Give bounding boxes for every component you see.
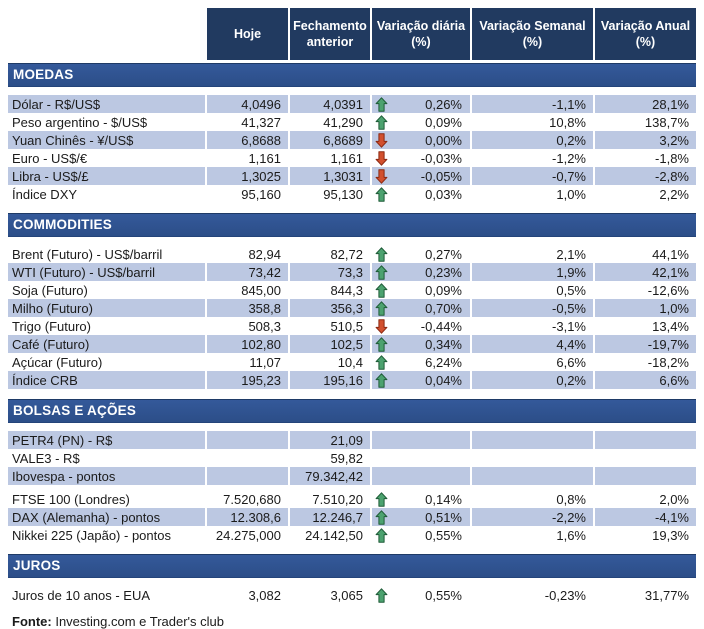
- annual-variation-cell: [593, 431, 696, 449]
- up-arrow-icon: [375, 265, 388, 280]
- annual-variation-cell: -18,2%: [647, 354, 689, 370]
- up-arrow-icon: [375, 337, 388, 352]
- daily-variation-cell: [370, 371, 470, 389]
- row-label: Índice CRB: [8, 371, 205, 389]
- table-row: [8, 431, 696, 449]
- row-label: Brent (Futuro) - US$/barril: [12, 246, 163, 262]
- daily-variation-cell: [370, 353, 470, 371]
- annual-variation-cell: 44,1%: [652, 246, 689, 262]
- annual-variation-cell: -4,1%: [593, 508, 696, 526]
- today-cell: 195,23: [205, 371, 288, 389]
- annual-variation-cell: 13,4%: [652, 318, 689, 334]
- daily-variation-value: 0,55%: [425, 527, 462, 543]
- daily-variation-value: 0,09%: [425, 282, 462, 298]
- table-row: [8, 113, 696, 131]
- up-arrow-icon: [375, 588, 388, 603]
- daily-variation-cell: [370, 167, 470, 185]
- previous-close-cell: 79.342,42: [288, 467, 370, 485]
- weekly-variation-cell: -0,5%: [470, 299, 593, 317]
- section-rows: [8, 245, 696, 389]
- column-header: Variação Semanal (%): [470, 8, 593, 60]
- table-body: [8, 63, 696, 604]
- row-label: Libra - US$/£: [8, 167, 205, 185]
- today-cell: 3,082: [248, 587, 281, 603]
- today-cell: 845,00: [241, 282, 281, 298]
- previous-close-cell: 21,09: [288, 431, 370, 449]
- previous-close-cell: 844,3: [330, 282, 363, 298]
- up-arrow-icon: [375, 283, 388, 298]
- up-arrow-icon: [375, 355, 388, 370]
- today-cell: [205, 449, 288, 467]
- daily-variation-cell: [370, 281, 470, 299]
- weekly-variation-cell: 0,2%: [470, 131, 593, 149]
- annual-variation-cell: 3,2%: [593, 131, 696, 149]
- daily-variation-cell: [370, 490, 470, 508]
- row-label: WTI (Futuro) - US$/barril: [8, 263, 205, 281]
- annual-variation-cell: -1,8%: [655, 150, 689, 166]
- table-row: [8, 449, 696, 467]
- today-cell: 82,94: [248, 246, 281, 262]
- table-row: [8, 167, 696, 185]
- weekly-variation-cell: -0,23%: [544, 587, 586, 603]
- section: [8, 63, 696, 203]
- previous-close-cell: 102,5: [288, 335, 370, 353]
- up-arrow-icon: [375, 373, 388, 388]
- up-arrow-icon: [375, 247, 388, 262]
- weekly-variation-cell: 0,5%: [556, 282, 586, 298]
- row-label: Café (Futuro): [8, 335, 205, 353]
- daily-variation-cell: [370, 467, 470, 485]
- weekly-variation-cell: 10,8%: [549, 114, 586, 130]
- section-header: MOEDAS: [8, 63, 696, 87]
- previous-close-cell: 73,3: [288, 263, 370, 281]
- weekly-variation-cell: [470, 449, 593, 467]
- section-rows: [8, 586, 696, 604]
- row-label: Juros de 10 anos - EUA: [12, 587, 151, 603]
- daily-variation-value: -0,05%: [420, 168, 462, 184]
- up-arrow-icon: [375, 115, 388, 130]
- source-label: Fonte:: [12, 614, 52, 629]
- source-text: Investing.com e Trader's club: [51, 614, 225, 629]
- weekly-variation-cell: 0,8%: [556, 491, 586, 507]
- annual-variation-cell: 1,0%: [593, 299, 696, 317]
- previous-close-cell: 1,161: [330, 150, 363, 166]
- table-row: [8, 95, 696, 113]
- annual-variation-cell: 19,3%: [652, 527, 689, 543]
- weekly-variation-cell: 1,9%: [470, 263, 593, 281]
- annual-variation-cell: -19,7%: [593, 335, 696, 353]
- row-label: Dólar - R$/US$: [8, 95, 205, 113]
- today-cell: 6,8688: [205, 131, 288, 149]
- table-row: [8, 335, 696, 353]
- daily-variation-value: 0,23%: [425, 264, 462, 280]
- weekly-variation-cell: 1,0%: [556, 186, 586, 202]
- table-row: [8, 467, 696, 485]
- table-row: [8, 526, 696, 544]
- annual-variation-cell: 2,0%: [659, 491, 689, 507]
- row-label: Soja (Futuro): [12, 282, 88, 298]
- daily-variation-value: 0,70%: [425, 300, 462, 316]
- annual-variation-cell: [593, 449, 696, 467]
- table-row: [8, 131, 696, 149]
- today-cell: 4,0496: [205, 95, 288, 113]
- daily-variation-cell: [370, 113, 470, 131]
- weekly-variation-cell: -2,2%: [470, 508, 593, 526]
- today-cell: [205, 467, 288, 485]
- annual-variation-cell: 138,7%: [644, 114, 689, 130]
- annual-variation-cell: -2,8%: [593, 167, 696, 185]
- previous-close-cell: 82,72: [330, 246, 363, 262]
- down-arrow-icon: [375, 151, 388, 166]
- today-cell: 1,161: [248, 150, 281, 166]
- row-label: Nikkei 225 (Japão) - pontos: [12, 527, 171, 543]
- weekly-variation-cell: 2,1%: [556, 246, 586, 262]
- up-arrow-icon: [375, 528, 388, 543]
- annual-variation-cell: 42,1%: [593, 263, 696, 281]
- weekly-variation-cell: 4,4%: [470, 335, 593, 353]
- previous-close-cell: 510,5: [330, 318, 363, 334]
- daily-variation-value: 0,34%: [425, 336, 462, 352]
- daily-variation-cell: [370, 245, 470, 263]
- daily-variation-cell: [370, 263, 470, 281]
- daily-variation-value: 0,27%: [425, 246, 462, 262]
- daily-variation-cell: [370, 586, 470, 604]
- daily-variation-value: 0,14%: [425, 491, 462, 507]
- row-label: Açúcar (Futuro): [12, 354, 103, 370]
- previous-close-cell: 7.510,20: [312, 491, 363, 507]
- daily-variation-value: 0,04%: [425, 372, 462, 388]
- previous-close-cell: 4,0391: [288, 95, 370, 113]
- annual-variation-cell: 6,6%: [593, 371, 696, 389]
- table-row: [8, 317, 696, 335]
- up-arrow-icon: [375, 510, 388, 525]
- today-cell: 1,3025: [205, 167, 288, 185]
- table-row: [8, 586, 696, 604]
- table-header: [8, 8, 696, 60]
- weekly-variation-cell: 1,6%: [556, 527, 586, 543]
- row-label: Euro - US$/€: [12, 150, 88, 166]
- weekly-variation-cell: 6,6%: [556, 354, 586, 370]
- daily-variation-cell: [370, 508, 470, 526]
- today-cell: 41,327: [241, 114, 281, 130]
- daily-variation-value: 0,09%: [425, 114, 462, 130]
- daily-variation-value: 0,03%: [425, 186, 462, 202]
- up-arrow-icon: [375, 301, 388, 316]
- previous-close-cell: 1,3031: [288, 167, 370, 185]
- weekly-variation-cell: -1,1%: [470, 95, 593, 113]
- row-label: Trigo (Futuro): [12, 318, 91, 334]
- weekly-variation-cell: -0,7%: [470, 167, 593, 185]
- table-row: [8, 353, 696, 371]
- row-label: VALE3 - R$: [12, 450, 80, 466]
- down-arrow-icon: [375, 319, 388, 334]
- daily-variation-cell: [370, 95, 470, 113]
- today-cell: 102,80: [205, 335, 288, 353]
- daily-variation-value: -0,03%: [420, 150, 462, 166]
- row-label: Milho (Futuro): [8, 299, 205, 317]
- source-note: [8, 614, 696, 629]
- up-arrow-icon: [375, 187, 388, 202]
- previous-close-cell: 12.246,7: [288, 508, 370, 526]
- weekly-variation-cell: [470, 431, 593, 449]
- previous-close-cell: 356,3: [288, 299, 370, 317]
- previous-close-cell: 195,16: [288, 371, 370, 389]
- daily-variation-value: 0,51%: [425, 509, 462, 525]
- previous-close-cell: 95,130: [323, 186, 363, 202]
- daily-variation-cell: [370, 335, 470, 353]
- table-row: [8, 185, 696, 203]
- row-label: Índice DXY: [12, 186, 78, 202]
- column-header: Hoje: [205, 8, 288, 60]
- annual-variation-cell: 2,2%: [659, 186, 689, 202]
- section: [8, 213, 696, 389]
- daily-variation-value: 6,24%: [425, 354, 462, 370]
- row-label: Ibovespa - pontos: [8, 467, 205, 485]
- down-arrow-icon: [375, 169, 388, 184]
- weekly-variation-cell: -1,2%: [552, 150, 586, 166]
- row-label: PETR4 (PN) - R$: [8, 431, 205, 449]
- table-row: [8, 490, 696, 508]
- arrow-placeholder: [375, 469, 388, 484]
- column-header: Variação Anual (%): [593, 8, 696, 60]
- previous-close-cell: 24.142,50: [305, 527, 363, 543]
- section-rows: [8, 431, 696, 544]
- today-cell: 508,3: [248, 318, 281, 334]
- today-cell: 73,42: [205, 263, 288, 281]
- today-cell: [205, 431, 288, 449]
- header-spacer: [8, 8, 205, 60]
- section-header: BOLSAS E AÇÕES: [8, 399, 696, 423]
- row-label: Peso argentino - $/US$: [12, 114, 148, 130]
- daily-variation-cell: [370, 185, 470, 203]
- table-row: [8, 299, 696, 317]
- weekly-variation-cell: -3,1%: [552, 318, 586, 334]
- annual-variation-cell: [593, 467, 696, 485]
- daily-variation-cell: [370, 526, 470, 544]
- previous-close-cell: 3,065: [330, 587, 363, 603]
- arrow-placeholder: [375, 451, 388, 466]
- section-header: JUROS: [8, 554, 696, 578]
- table-row: [8, 263, 696, 281]
- table-row: [8, 149, 696, 167]
- previous-close-cell: 59,82: [330, 450, 363, 466]
- annual-variation-cell: 28,1%: [593, 95, 696, 113]
- weekly-variation-cell: [470, 467, 593, 485]
- daily-variation-cell: [370, 149, 470, 167]
- column-header: Fechamento anterior: [288, 8, 370, 60]
- daily-variation-cell: [370, 449, 470, 467]
- annual-variation-cell: 31,77%: [644, 587, 689, 603]
- column-header: Variação diária (%): [370, 8, 470, 60]
- today-cell: 12.308,6: [205, 508, 288, 526]
- daily-variation-value: 0,26%: [425, 96, 462, 112]
- section-rows: [8, 95, 696, 203]
- up-arrow-icon: [375, 97, 388, 112]
- table-row: [8, 371, 696, 389]
- today-cell: 7.520,680: [223, 491, 281, 507]
- today-cell: 11,07: [249, 354, 281, 370]
- table-row: [8, 281, 696, 299]
- daily-variation-cell: [370, 131, 470, 149]
- row-label: Yuan Chinês - ¥/US$: [8, 131, 205, 149]
- daily-variation-cell: [370, 299, 470, 317]
- today-cell: 95,160: [241, 186, 281, 202]
- daily-variation-cell: [370, 317, 470, 335]
- down-arrow-icon: [375, 133, 388, 148]
- daily-variation-value: 0,55%: [425, 587, 462, 603]
- row-label: DAX (Alemanha) - pontos: [8, 508, 205, 526]
- today-cell: 358,8: [205, 299, 288, 317]
- row-label: FTSE 100 (Londres): [12, 491, 130, 507]
- today-cell: 24.275,000: [215, 527, 281, 543]
- section: [8, 554, 696, 604]
- table-row: [8, 508, 696, 526]
- section: [8, 399, 696, 544]
- table-row: [8, 245, 696, 263]
- previous-close-cell: 10,4: [337, 354, 363, 370]
- arrow-placeholder: [375, 433, 388, 448]
- annual-variation-cell: -12,6%: [647, 282, 689, 298]
- section-header: COMMODITIES: [8, 213, 696, 237]
- previous-close-cell: 41,290: [323, 114, 363, 130]
- daily-variation-cell: [370, 431, 470, 449]
- previous-close-cell: 6,8689: [288, 131, 370, 149]
- daily-variation-value: 0,00%: [425, 132, 462, 148]
- up-arrow-icon: [375, 492, 388, 507]
- weekly-variation-cell: 0,2%: [470, 371, 593, 389]
- daily-variation-value: -0,44%: [420, 318, 462, 334]
